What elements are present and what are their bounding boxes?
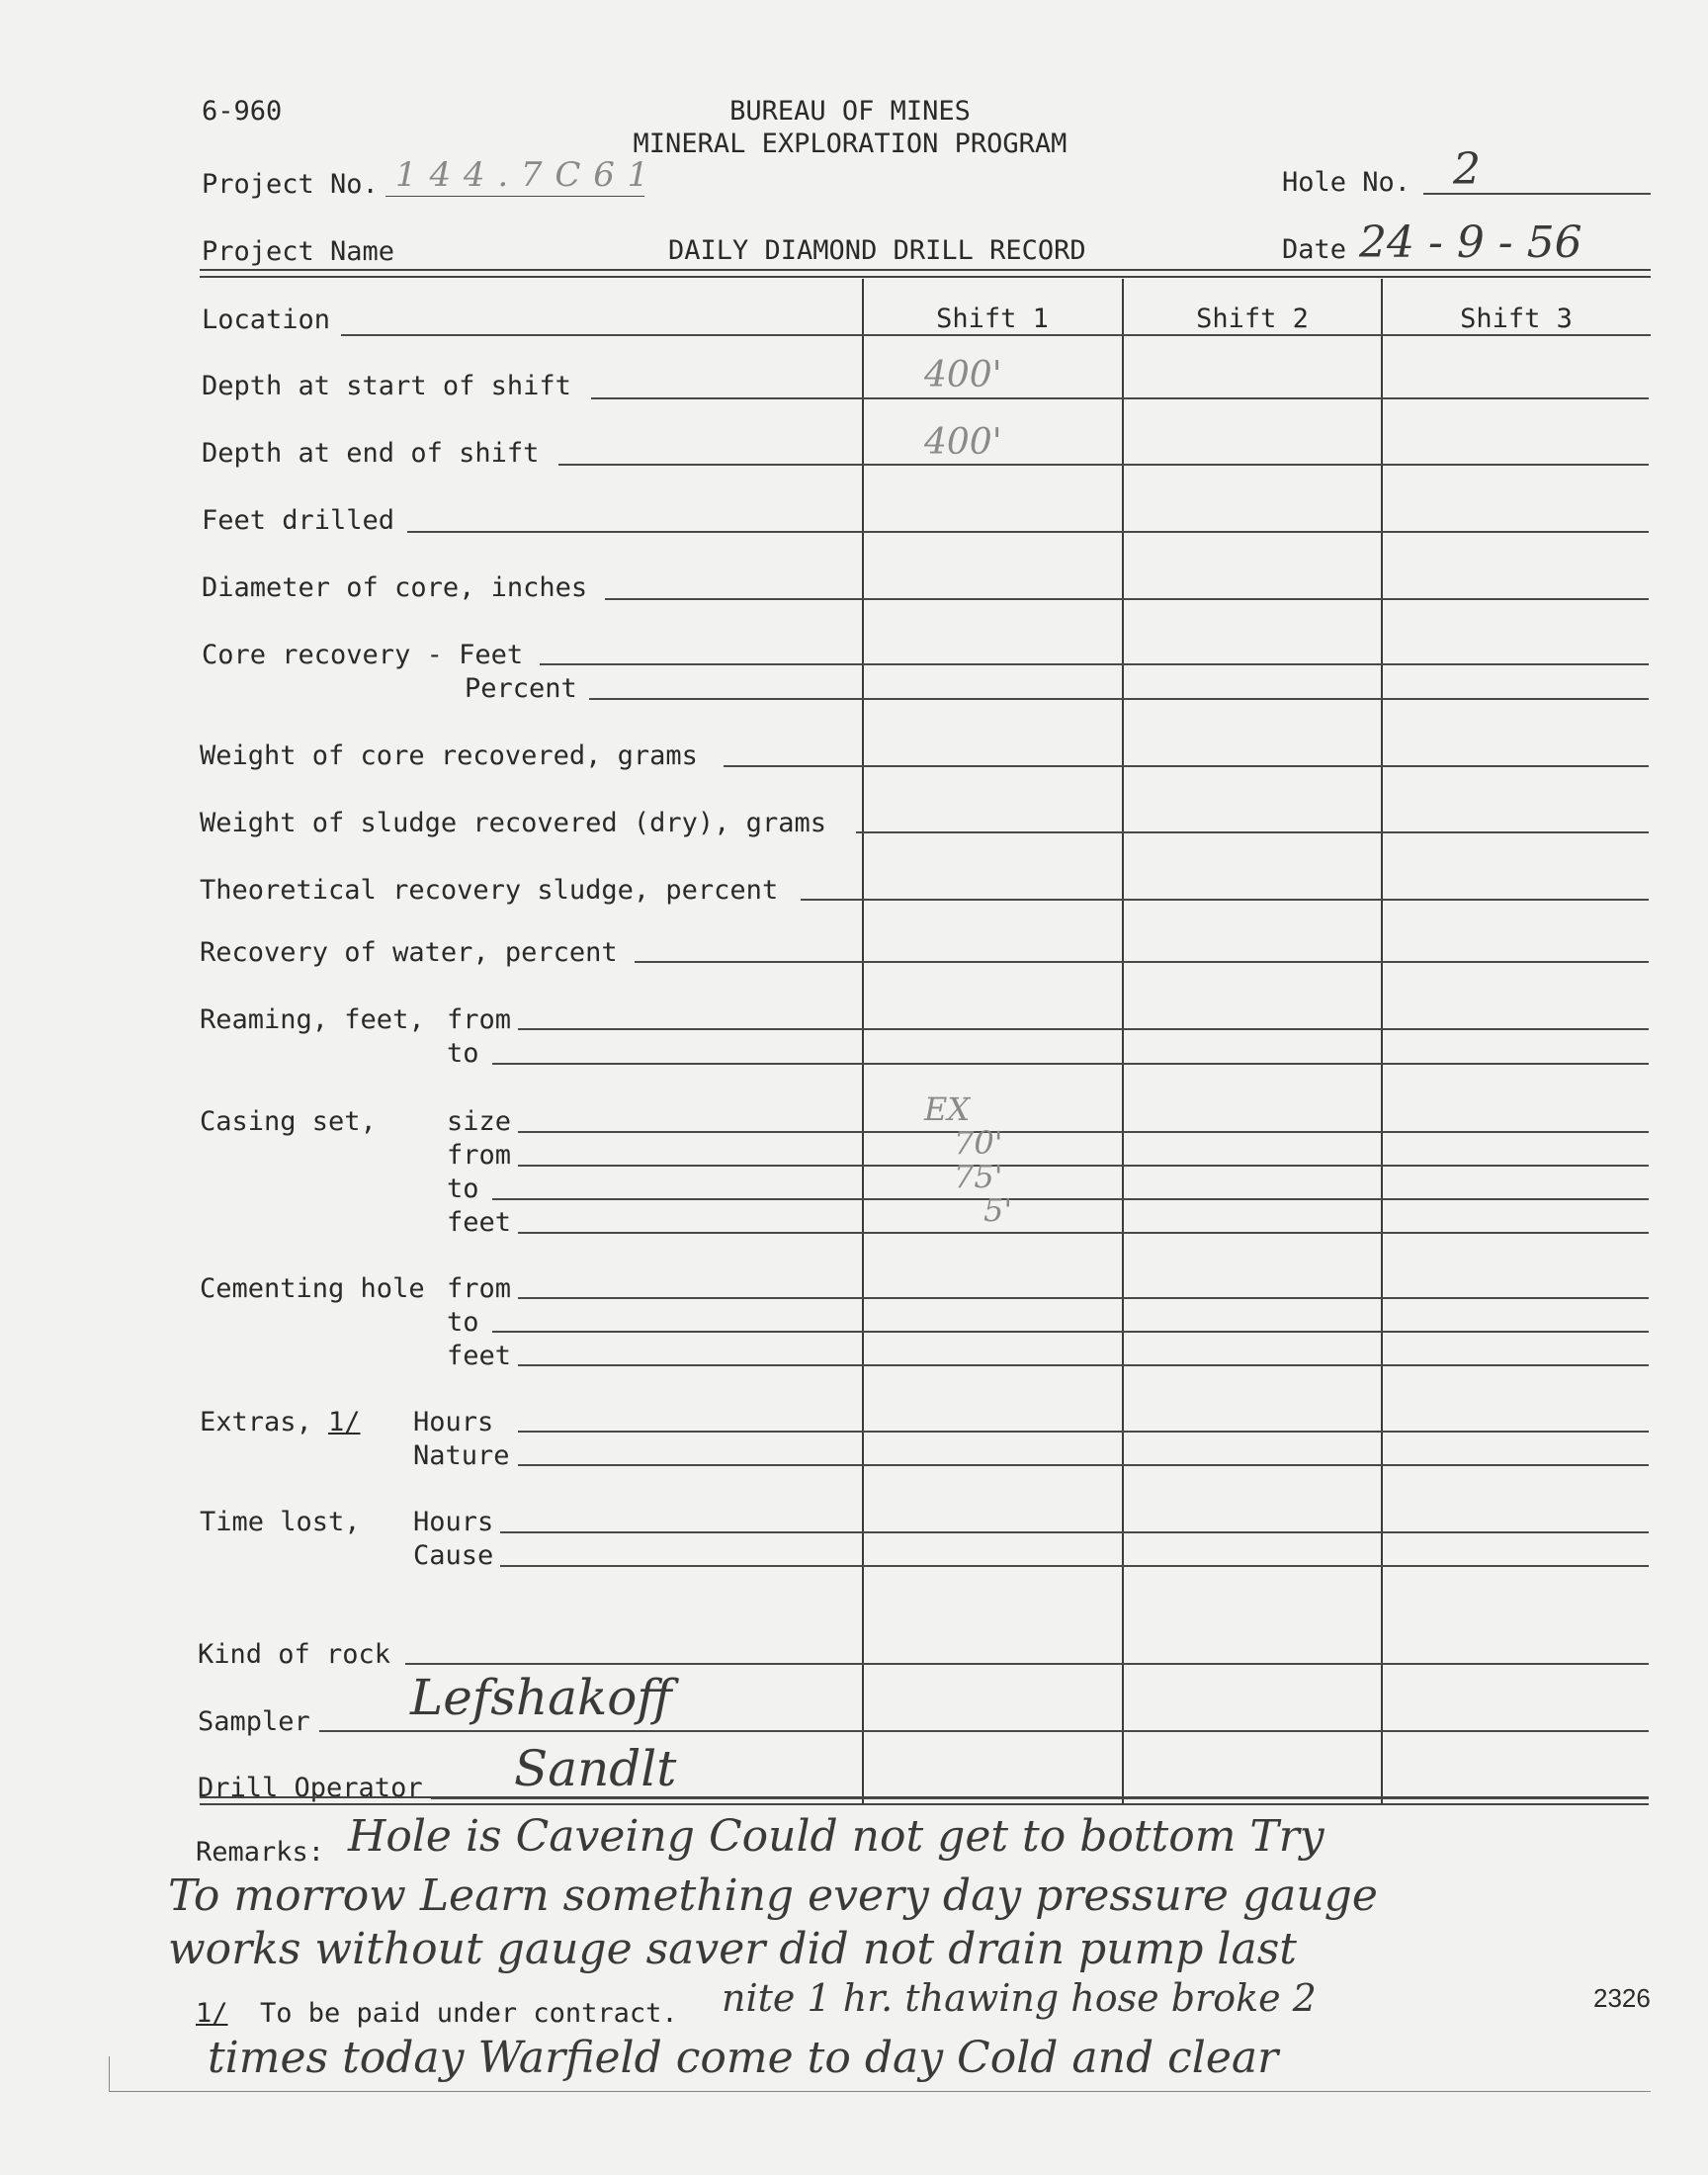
casing-size-label: size <box>447 1106 512 1137</box>
location-label: Location <box>202 304 331 335</box>
row-line <box>518 1028 1649 1030</box>
row-line <box>319 1730 1649 1732</box>
extras-footnote-mark: 1/ <box>328 1407 361 1437</box>
core-recovery-label: Core recovery - Feet <box>202 640 524 670</box>
casing-to-label: to <box>447 1174 479 1204</box>
remarks-line-1: Hole is Caveing Could not get to bottom Try <box>348 1811 1324 1862</box>
sampler-signature: Lefshakoff <box>410 1669 672 1726</box>
shift1-casing-to: 75' <box>954 1158 1003 1195</box>
operator-signature: Sandlt <box>514 1740 677 1797</box>
casing-feet-label: feet <box>447 1207 512 1238</box>
row-line <box>605 598 1649 600</box>
drill-operator-label: Drill Operator <box>198 1773 423 1803</box>
row-line <box>724 765 1649 767</box>
casing-from-label: from <box>447 1140 512 1171</box>
row-line <box>492 1198 1649 1200</box>
project-no-line <box>385 196 644 197</box>
location-line <box>341 334 862 336</box>
feet-drilled-label: Feet drilled <box>202 505 395 536</box>
column-divider-2 <box>1122 279 1124 1804</box>
project-no-value: 1 4 4 . 7 C 6 1 <box>395 155 650 195</box>
remarks-line-3: works without gauge saver did not drain pump last <box>168 1924 1297 1974</box>
header-rule <box>200 269 1651 278</box>
row-line <box>500 1565 1649 1567</box>
page-number: 2326 <box>1593 1983 1651 2013</box>
shift3-header: Shift 3 <box>1460 304 1573 334</box>
percent-label: Percent <box>465 673 577 704</box>
date-value: 24 - 9 - 56 <box>1359 218 1582 268</box>
extras-hours-label: Hours <box>413 1407 494 1437</box>
row-line <box>492 1331 1649 1333</box>
row-line <box>558 464 1649 466</box>
project-name-label: Project Name <box>202 236 395 267</box>
row-line <box>518 1431 1649 1433</box>
reaming-to-label: to <box>447 1038 479 1069</box>
program-title: MINERAL EXPLORATION PROGRAM <box>633 129 1068 159</box>
time-lost-hours-label: Hours <box>413 1507 494 1537</box>
row-line <box>591 397 1649 399</box>
shift1-casing-from: 70' <box>954 1124 1003 1162</box>
cementing-label: Cementing hole <box>200 1273 425 1304</box>
hole-no-line <box>1423 193 1651 195</box>
project-no-label: Project No. <box>202 169 379 200</box>
row-line <box>518 1297 1649 1299</box>
hole-no-label: Hole No. <box>1282 167 1411 198</box>
row-line <box>518 1464 1649 1466</box>
depth-end-label: Depth at end of shift <box>202 438 540 469</box>
row-line <box>518 1232 1649 1234</box>
header-row-line <box>862 334 1651 336</box>
footnote-mark: 1/ <box>196 1998 228 2029</box>
row-line <box>500 1531 1649 1533</box>
agency-title: BUREAU OF MINES <box>729 96 971 127</box>
weight-sludge-label: Weight of sludge recovered (dry), grams <box>200 808 826 838</box>
sampler-label: Sampler <box>198 1706 310 1737</box>
shift2-header: Shift 2 <box>1196 304 1309 334</box>
form-number: 6-960 <box>202 96 283 127</box>
water-label: Recovery of water, percent <box>200 937 618 968</box>
hole-no-value: 2 <box>1453 144 1481 195</box>
row-line <box>856 831 1649 833</box>
row-line <box>518 1131 1649 1133</box>
shift1-depth-start: 400' <box>924 355 1002 395</box>
shift1-casing-size: EX <box>924 1090 971 1128</box>
extras-label: Extras, <box>200 1407 312 1437</box>
reaming-from-label: from <box>447 1004 512 1035</box>
theoretical-label: Theoretical recovery sludge, percent <box>200 875 779 906</box>
column-divider-3 <box>1381 279 1383 1804</box>
cementing-feet-label: feet <box>447 1341 512 1371</box>
row-line <box>518 1165 1649 1167</box>
shift1-casing-feet: 5' <box>983 1191 1013 1229</box>
diameter-label: Diameter of core, inches <box>202 572 588 603</box>
row-line <box>492 1063 1649 1065</box>
cementing-to-label: to <box>447 1307 479 1338</box>
date-label: Date <box>1282 234 1347 265</box>
column-divider-1 <box>862 279 864 1804</box>
extras-nature-label: Nature <box>413 1440 510 1471</box>
remarks-label: Remarks: <box>196 1837 325 1868</box>
weight-core-label: Weight of core recovered, grams <box>200 740 698 771</box>
row-line <box>540 663 1649 665</box>
cementing-from-label: from <box>447 1273 512 1304</box>
remarks-line-2: To morrow Learn something every day pressure gauge <box>168 1870 1378 1921</box>
time-lost-cause-label: Cause <box>413 1540 494 1571</box>
time-lost-label: Time lost, <box>200 1507 361 1537</box>
table-bottom-rule <box>200 1796 1649 1805</box>
shift1-depth-end: 400' <box>924 422 1002 463</box>
depth-start-label: Depth at start of shift <box>202 371 571 401</box>
remarks-line-4: nite 1 hr. thawing hose broke 2 <box>722 1976 1317 2020</box>
row-line <box>405 1663 1649 1665</box>
row-line <box>635 961 1649 963</box>
footnote-text: To be paid under contract. <box>260 1998 678 2029</box>
bottom-edge-line <box>109 2091 1651 2092</box>
row-line <box>589 698 1649 700</box>
shift1-header: Shift 1 <box>936 304 1049 334</box>
reaming-label: Reaming, feet, <box>200 1004 425 1035</box>
row-line <box>407 531 1649 533</box>
remarks-line-5: times today Warfield come to day Cold and clear <box>208 2033 1279 2083</box>
row-line <box>801 899 1649 901</box>
casing-label: Casing set, <box>200 1106 377 1137</box>
record-title: DAILY DIAMOND DRILL RECORD <box>668 235 1086 266</box>
kind-of-rock-label: Kind of rock <box>198 1639 391 1670</box>
row-line <box>518 1364 1649 1366</box>
left-edge-mark <box>109 2056 110 2092</box>
